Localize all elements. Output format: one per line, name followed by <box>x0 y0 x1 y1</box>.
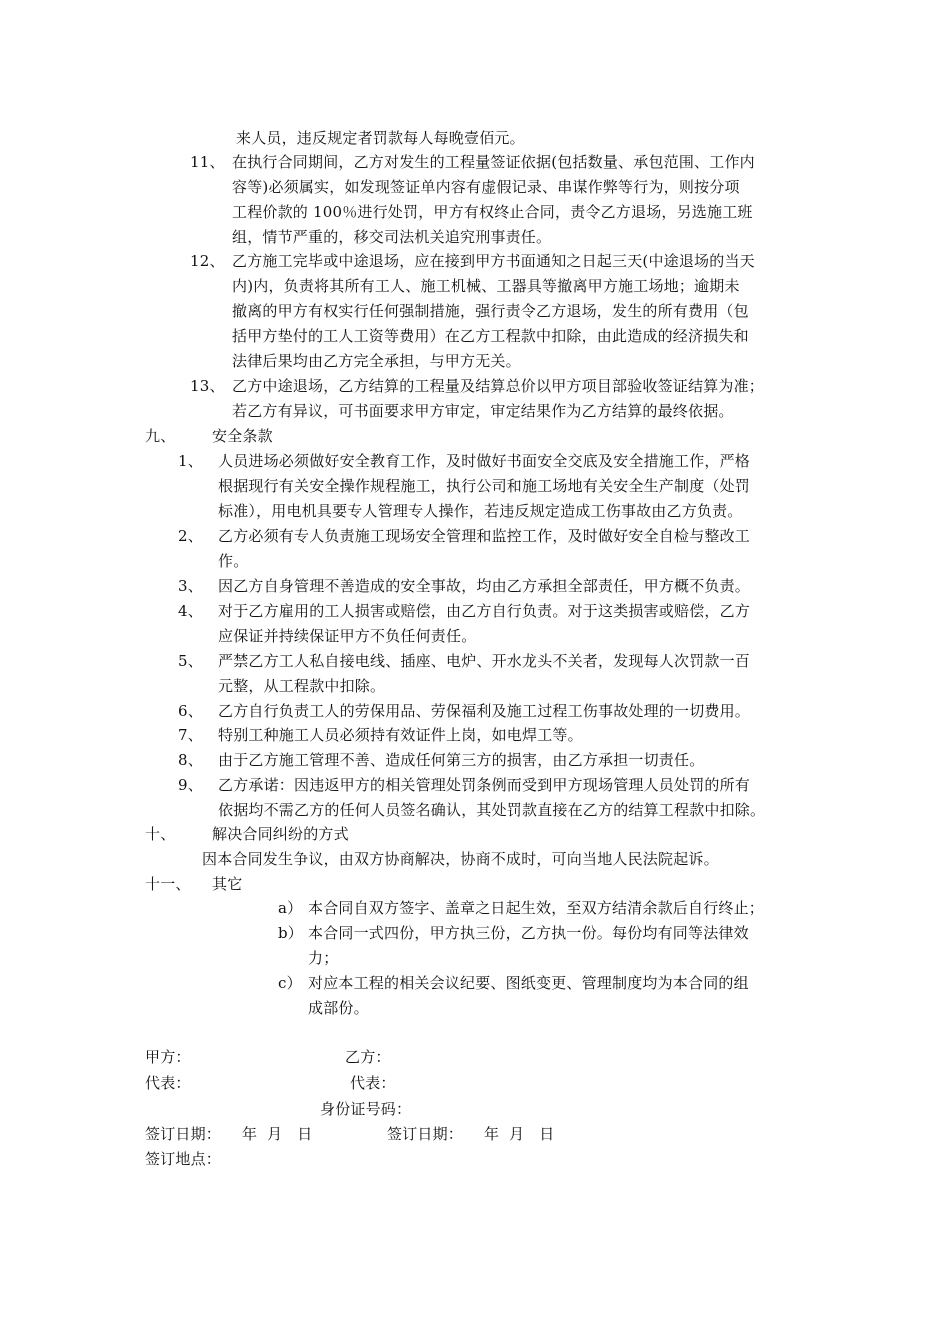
other-item-line: 本合同自双方签字、盖章之日起生效，至双方结清余款后自行终止； <box>308 899 765 917</box>
item11-line: 容等)必须属实，如发现签证单内容有虚假记录、串谋作弊等行为，则按分项 <box>232 178 740 196</box>
other-item-line: 成部份。 <box>308 999 369 1017</box>
item12-line: 法律后果均由乙方完全承担，与甲方无关。 <box>232 352 521 370</box>
party-b-label: 乙方： <box>345 1048 391 1066</box>
safety-item-number: 8、 <box>178 751 203 769</box>
safety-item-line: 乙方自行负责工人的劳保用品、劳保福利及施工过程工伤事故处理的一切费用。 <box>218 702 751 720</box>
safety-item-line: 由于乙方施工管理不善、造成任何第三方的损害，由乙方承担一切责任。 <box>218 751 705 769</box>
sign-date-b-value: 年 月 日 <box>484 1125 555 1143</box>
safety-item-line: 元整，从工程款中扣除。 <box>218 677 386 695</box>
section9-title: 安全条款 <box>212 427 273 445</box>
item11-line: 组，情节严重的，移交司法机关追究刑事责任。 <box>232 228 552 246</box>
safety-item-line: 人员进场必须做好安全教育工作，及时做好书面安全交底及安全措施工作，严格 <box>218 452 751 470</box>
sign-date-a-label: 签订日期： <box>145 1125 222 1143</box>
other-item-line: 本合同一式四份，甲方执三份，乙方执一份。每份均有同等法律效 <box>308 924 749 942</box>
section9-number: 九、 <box>145 427 176 445</box>
other-item-label: b） <box>278 924 304 942</box>
representative-b-label: 代表： <box>350 1074 396 1092</box>
section10-number: 十、 <box>145 825 176 843</box>
item11-number: 11、 <box>190 153 225 171</box>
item13-line: 乙方中途退场，乙方结算的工程量及结算总价以甲方项目部验收签证结算为准； <box>232 377 765 395</box>
representative-a-label: 代表： <box>145 1074 191 1092</box>
item12-line: 乙方施工完毕或中途退场，应在接到甲方书面通知之日起三天(中途退场的当天 <box>232 252 755 270</box>
section11-title: 其它 <box>212 875 243 893</box>
safety-item-line: 根据现行有关安全操作规程施工，执行公司和施工场地有关安全生产制度（处罚 <box>218 477 751 495</box>
id-number-label: 身份证号码： <box>320 1100 412 1118</box>
sign-date-a-value: 年 月 日 <box>242 1125 313 1143</box>
safety-item-number: 9、 <box>178 776 203 794</box>
safety-item-line: 应保证并持续保证甲方不负任何责任。 <box>218 627 477 645</box>
safety-item-number: 1、 <box>178 452 203 470</box>
safety-item-line: 乙方承诺：因违返甲方的相关管理处罚条例而受到甲方现场管理人员处罚的所有 <box>218 776 751 794</box>
safety-item-line: 因乙方自身管理不善造成的安全事故，均由乙方承担全部责任，甲方概不负责。 <box>218 577 751 595</box>
section10-title: 解决合同纠纷的方式 <box>212 825 349 843</box>
sign-date-b-label: 签订日期： <box>387 1125 464 1143</box>
safety-item-line: 标准），用电机具要专人管理专人操作，若违反规定造成工伤事故由乙方负责。 <box>218 502 743 520</box>
item11-line: 工程价款的 100％进行处罚，甲方有权终止合同，责令乙方退场，另选施工班 <box>232 203 753 221</box>
item13-line: 若乙方有异议，可书面要求甲方审定，审定结果作为乙方结算的最终依据。 <box>232 402 734 420</box>
item12-line: 撤离的甲方有权实行任何强制措施，强行责令乙方退场，发生的所有费用（包 <box>232 302 749 320</box>
safety-item-number: 3、 <box>178 577 203 595</box>
item12-number: 12、 <box>190 252 225 270</box>
safety-item-line: 依据均不需乙方的任何人员签名确认，其处罚款直接在乙方的结算工程款中扣除。 <box>218 801 766 819</box>
safety-item-line: 作。 <box>218 552 249 570</box>
item12-line: 括甲方垫付的工人工资等费用）在乙方工程款中扣除，由此造成的经济损失和 <box>232 327 749 345</box>
safety-item-number: 7、 <box>178 726 203 744</box>
section10-body: 因本合同发生争议，由双方协商解决，协商不成时，可向当地人民法院起诉。 <box>202 850 719 868</box>
item12-line: 内)内，负责将其所有工人、施工机械、工器具等撤离甲方施工场地；逾期未 <box>232 277 740 295</box>
safety-item-line: 乙方必须有专人负责施工现场安全管理和监控工作，及时做好安全自检与整改工 <box>218 527 751 545</box>
item10-continuation: 来人员，违反规定者罚款每人每晚壹佰元。 <box>236 129 525 147</box>
section11-number: 十一、 <box>145 875 191 893</box>
safety-item-line: 特别工种施工人员必须持有效证件上岗，如电焊工等。 <box>218 726 583 744</box>
item11-line: 在执行合同期间，乙方对发生的工程量签证依据(包括数量、承包范围、工作内 <box>232 153 755 171</box>
other-item-label: c） <box>278 974 302 992</box>
other-item-label: a） <box>278 899 303 917</box>
other-item-line: 力； <box>308 949 339 967</box>
safety-item-number: 5、 <box>178 652 203 670</box>
item13-number: 13、 <box>190 377 225 395</box>
safety-item-line: 严禁乙方工人私自接电线、插座、电炉、开水龙头不关者，发现每人次罚款一百 <box>218 652 751 670</box>
sign-place-label: 签订地点： <box>145 1150 222 1168</box>
party-a-label: 甲方： <box>145 1048 191 1066</box>
safety-item-number: 2、 <box>178 527 203 545</box>
other-item-line: 对应本工程的相关会议纪要、图纸变更、管理制度均为本合同的组 <box>308 974 749 992</box>
safety-item-number: 4、 <box>178 602 203 620</box>
safety-item-number: 6、 <box>178 702 203 720</box>
safety-item-line: 对于乙方雇用的工人损害或赔偿，由乙方自行负责。对于这类损害或赔偿，乙方 <box>218 602 751 620</box>
